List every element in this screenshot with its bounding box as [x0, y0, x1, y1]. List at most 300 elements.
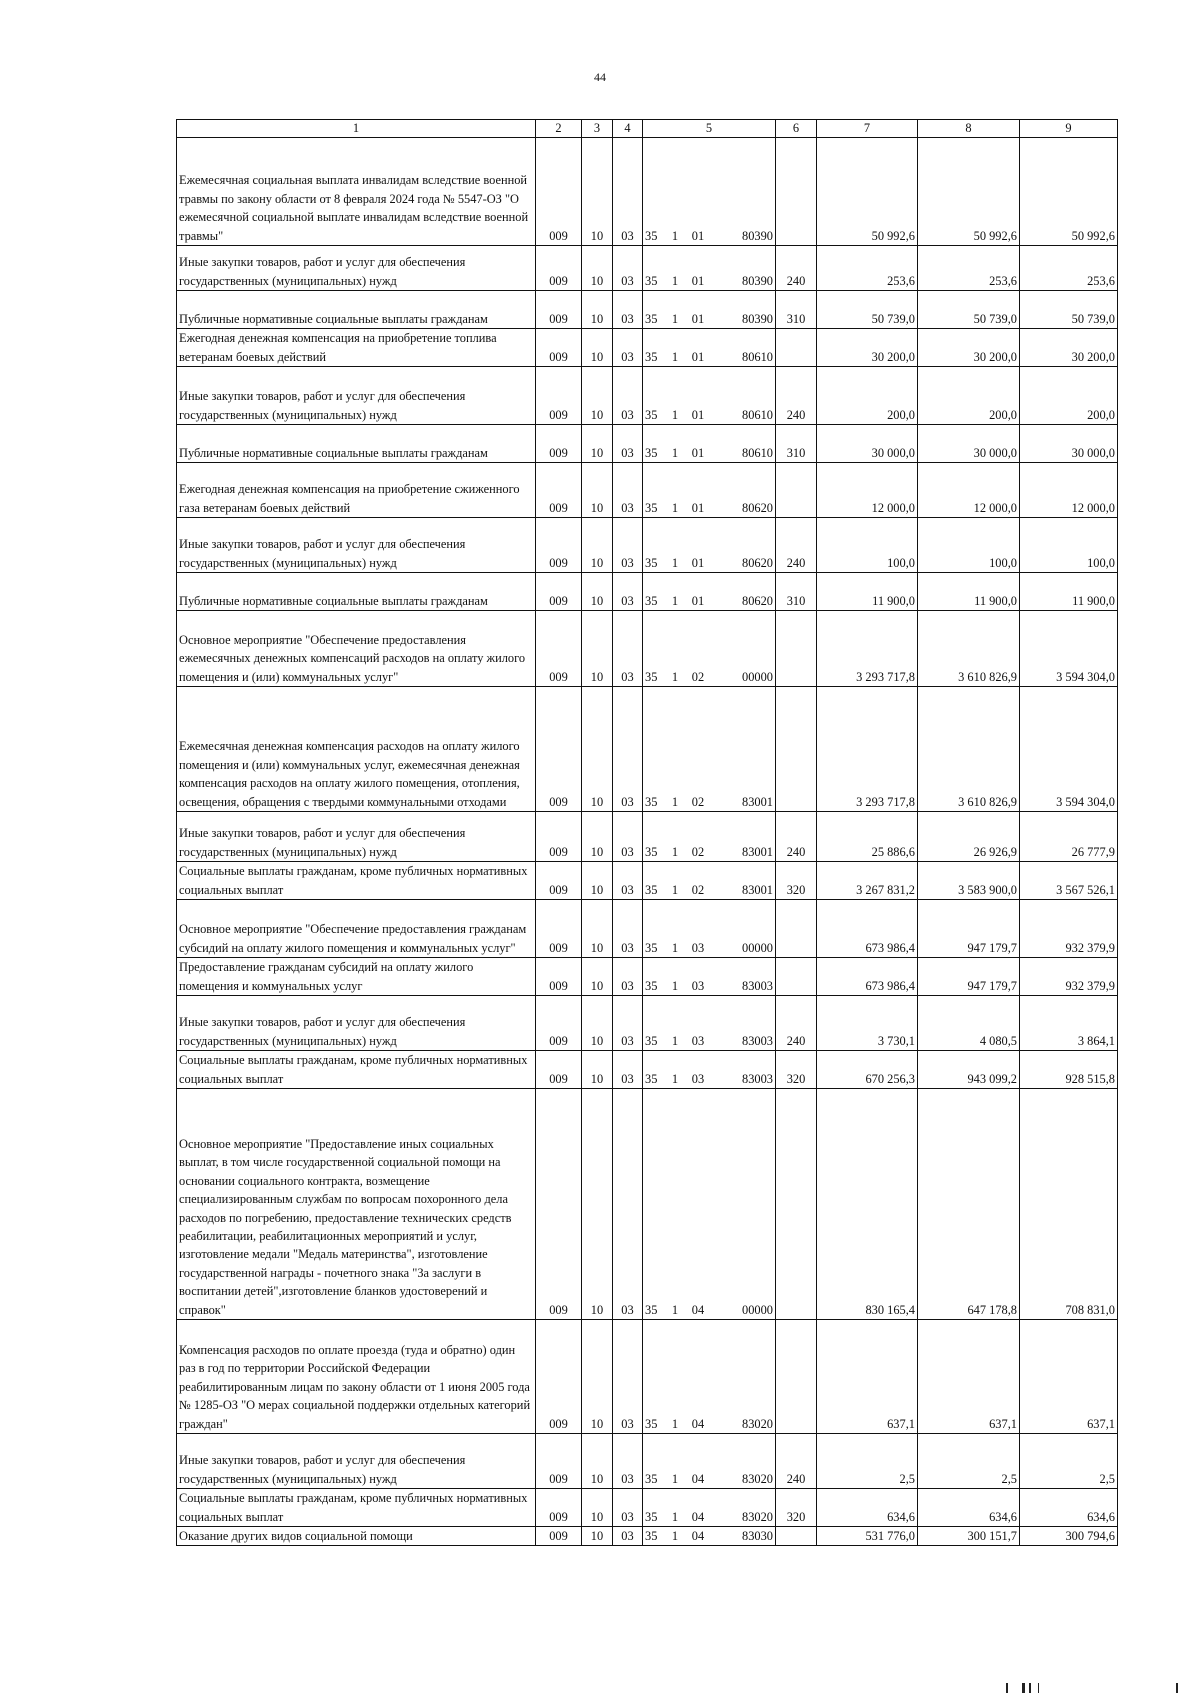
amount-col9-cell: 3 567 526,1 — [1020, 862, 1118, 900]
target-article-cell — [643, 573, 776, 611]
activity-code: 01 — [691, 311, 705, 326]
direction-code: 83001 — [742, 844, 773, 859]
direction-code: 80390 — [742, 311, 773, 326]
activity-code: 04 — [691, 1529, 705, 1543]
amount-col7-cell: 25 886,6 — [817, 812, 918, 862]
expense-type-cell — [776, 900, 817, 958]
direction-code: 83020 — [742, 1471, 773, 1486]
table-row — [177, 291, 1118, 329]
program-code: 35 — [645, 1416, 658, 1431]
table-row — [177, 1434, 1118, 1489]
target-article-cell — [643, 687, 776, 812]
subsection-code-cell: 03 — [613, 291, 643, 329]
direction-code: 83001 — [742, 882, 773, 897]
row-name-cell: Публичные нормативные социальные выплаты гражданам — [177, 291, 536, 329]
subprogram-code: 1 — [671, 844, 679, 859]
expense-type-cell — [776, 1320, 817, 1434]
amount-col8-cell: 3 610 826,9 — [918, 687, 1020, 812]
header-cell-2: 2 — [536, 120, 582, 138]
expense-type-cell — [776, 329, 817, 367]
subsection-code-cell: 03 — [613, 862, 643, 900]
amount-col9-cell: 30 000,0 — [1020, 425, 1118, 463]
admin-code-cell: 009 — [536, 1051, 582, 1089]
target-article-cell — [643, 862, 776, 900]
admin-code-cell: 009 — [536, 611, 582, 687]
amount-col8-cell: 12 000,0 — [918, 463, 1020, 518]
row-name-cell: Основное мероприятие "Обеспечение предоставления ежемесячных денежных компенсаций расходов на оплату жилого помещения и (или) коммунальных услуг" — [177, 611, 536, 687]
expense-type-cell: 240 — [776, 367, 817, 425]
amount-col9-cell: 50 992,6 — [1020, 138, 1118, 246]
amount-col8-cell: 947 179,7 — [918, 958, 1020, 996]
admin-code-cell: 009 — [536, 862, 582, 900]
target-article-cell — [643, 900, 776, 958]
amount-col8-cell: 200,0 — [918, 367, 1020, 425]
direction-code: 83003 — [742, 1071, 773, 1086]
amount-col7-cell: 12 000,0 — [817, 463, 918, 518]
target-article-cell — [643, 812, 776, 862]
expense-type-cell: 240 — [776, 246, 817, 291]
table-row — [177, 518, 1118, 573]
activity-code: 01 — [691, 407, 705, 422]
amount-col8-cell: 26 926,9 — [918, 812, 1020, 862]
subsection-code-cell: 03 — [613, 138, 643, 246]
admin-code-cell: 009 — [536, 463, 582, 518]
section-code-cell: 10 — [582, 425, 613, 463]
table-row — [177, 463, 1118, 518]
row-name-cell: Ежемесячная денежная компенсация расходов на оплату жилого помещения и (или) коммунальных услуг, ежемесячная денежная компенсация расходов на оплату жилого помещения, отопления, освещения, обращения с твердыми коммунальными отходами — [177, 687, 536, 812]
direction-code: 83003 — [742, 1033, 773, 1048]
admin-code-cell: 009 — [536, 367, 582, 425]
amount-col8-cell: 11 900,0 — [918, 573, 1020, 611]
expense-type-cell: 240 — [776, 518, 817, 573]
amount-col7-cell: 673 986,4 — [817, 958, 918, 996]
subprogram-code: 1 — [671, 1509, 679, 1524]
row-name-cell: Иные закупки товаров, работ и услуг для обеспечения государственных (муниципальных) нужд — [177, 518, 536, 573]
admin-code-cell: 009 — [536, 518, 582, 573]
amount-col8-cell: 647 178,8 — [918, 1089, 1020, 1320]
direction-code: 80620 — [742, 555, 773, 570]
table-row — [177, 138, 1118, 246]
activity-code: 02 — [691, 844, 705, 859]
direction-code: 83003 — [742, 978, 773, 993]
amount-col9-cell: 50 739,0 — [1020, 291, 1118, 329]
expense-type-cell — [776, 1527, 817, 1546]
amount-col8-cell: 100,0 — [918, 518, 1020, 573]
amount-col8-cell: 3 583 900,0 — [918, 862, 1020, 900]
subsection-code-cell: 03 — [613, 246, 643, 291]
expense-type-cell — [776, 687, 817, 812]
amount-col7-cell: 2,5 — [817, 1434, 918, 1489]
admin-code-cell: 009 — [536, 1434, 582, 1489]
activity-code: 04 — [691, 1471, 705, 1486]
row-name-cell: Социальные выплаты гражданам, кроме публичных нормативных социальных выплат — [177, 1489, 536, 1527]
section-code-cell: 10 — [582, 1434, 613, 1489]
subsection-code-cell: 03 — [613, 573, 643, 611]
amount-col9-cell: 637,1 — [1020, 1320, 1118, 1434]
program-code: 35 — [645, 228, 658, 243]
row-name-cell: Ежегодная денежная компенсация на приобретение топлива ветеранам боевых действий — [177, 329, 536, 367]
amount-col7-cell: 100,0 — [817, 518, 918, 573]
row-name-cell: Иные закупки товаров, работ и услуг для обеспечения государственных (муниципальных) нужд — [177, 996, 536, 1051]
row-name-cell: Ежегодная денежная компенсация на приобретение сжиженного газа ветеранам боевых действий — [177, 463, 536, 518]
target-article-cell — [643, 1089, 776, 1320]
subsection-code-cell: 03 — [613, 425, 643, 463]
target-article-cell — [643, 463, 776, 518]
row-name-cell: Компенсация расходов по оплате проезда (туда и обратно) один раз в год по территории Российской Федерации реабилитированным лицам по закону области от 1 июня 2005 года № 1285-ОЗ "О мерах социальной поддержки отдельных категорий граждан" — [177, 1320, 536, 1434]
expense-type-cell: 310 — [776, 573, 817, 611]
row-name-cell: Социальные выплаты гражданам, кроме публичных нормативных социальных выплат — [177, 862, 536, 900]
admin-code-cell: 009 — [536, 138, 582, 246]
subsection-code-cell: 03 — [613, 1051, 643, 1089]
program-code: 35 — [645, 349, 658, 364]
subsection-code-cell: 03 — [613, 1434, 643, 1489]
subsection-code-cell: 03 — [613, 1320, 643, 1434]
subsection-code-cell: 03 — [613, 518, 643, 573]
section-code-cell: 10 — [582, 518, 613, 573]
subprogram-code: 1 — [671, 311, 679, 326]
subprogram-code: 1 — [671, 228, 679, 243]
amount-col8-cell: 50 992,6 — [918, 138, 1020, 246]
amount-col9-cell: 932 379,9 — [1020, 958, 1118, 996]
subprogram-code: 1 — [671, 445, 679, 460]
activity-code: 04 — [691, 1302, 705, 1317]
table-row — [177, 367, 1118, 425]
subsection-code-cell: 03 — [613, 812, 643, 862]
activity-code: 01 — [691, 349, 705, 364]
admin-code-cell: 009 — [536, 996, 582, 1051]
target-article-cell — [643, 425, 776, 463]
amount-col8-cell: 2,5 — [918, 1434, 1020, 1489]
activity-code: 03 — [691, 940, 705, 955]
subprogram-code: 1 — [671, 978, 679, 993]
activity-code: 01 — [691, 555, 705, 570]
section-code-cell: 10 — [582, 291, 613, 329]
amount-col7-cell: 30 000,0 — [817, 425, 918, 463]
table-row — [177, 1320, 1118, 1434]
amount-col7-cell: 50 992,6 — [817, 138, 918, 246]
program-code: 35 — [645, 669, 658, 684]
row-name-cell: Иные закупки товаров, работ и услуг для обеспечения государственных (муниципальных) нужд — [177, 246, 536, 291]
header-cell-4: 4 — [613, 120, 643, 138]
expense-type-cell: 310 — [776, 425, 817, 463]
row-name-cell: Иные закупки товаров, работ и услуг для обеспечения государственных (муниципальных) нужд — [177, 367, 536, 425]
activity-code: 02 — [691, 882, 705, 897]
amount-col7-cell: 200,0 — [817, 367, 918, 425]
direction-code: 83030 — [742, 1529, 773, 1543]
program-code: 35 — [645, 1471, 658, 1486]
program-code: 35 — [645, 1529, 658, 1543]
expense-type-cell — [776, 958, 817, 996]
subprogram-code: 1 — [671, 1302, 679, 1317]
program-code: 35 — [645, 500, 658, 515]
subsection-code-cell: 03 — [613, 463, 643, 518]
row-name-cell: Иные закупки товаров, работ и услуг для обеспечения государственных (муниципальных) нужд — [177, 812, 536, 862]
section-code-cell: 10 — [582, 1489, 613, 1527]
amount-col7-cell: 11 900,0 — [817, 573, 918, 611]
admin-code-cell: 009 — [536, 958, 582, 996]
subsection-code-cell: 03 — [613, 958, 643, 996]
row-name-cell: Основное мероприятие "Предоставление иных социальных выплат, в том числе государственной социальной помощи на основании социального контракта, возмещение специализированным службам по вопросам похоронного дела расходов по погребению, предоставление технических средств реабилитации, реабилитационных мероприятий и услуг, изготовление медали "Медаль материнства", изготовление государственной награды - почетного знака "За заслуги в воспитании детей",изготовление бланков удостоверений и справок" — [177, 1089, 536, 1320]
amount-col8-cell: 637,1 — [918, 1320, 1020, 1434]
table-row — [177, 1051, 1118, 1089]
subsection-code-cell: 03 — [613, 611, 643, 687]
target-article-cell — [643, 246, 776, 291]
amount-col8-cell: 300 151,7 — [918, 1527, 1020, 1546]
budget-table — [176, 119, 1118, 1546]
table-row — [177, 687, 1118, 812]
direction-code: 83020 — [742, 1416, 773, 1431]
target-article-cell — [643, 1489, 776, 1527]
row-name-cell: Ежемесячная социальная выплата инвалидам вследствие военной травмы по закону области от 8 февраля 2024 года № 5547-ОЗ "О ежемесячной социальной выплате инвалидам вследствие военной травмы" — [177, 138, 536, 246]
amount-col7-cell: 253,6 — [817, 246, 918, 291]
activity-code: 01 — [691, 273, 705, 288]
program-code: 35 — [645, 555, 658, 570]
activity-code: 04 — [691, 1509, 705, 1524]
header-cell-6: 6 — [776, 120, 817, 138]
amount-col8-cell: 30 200,0 — [918, 329, 1020, 367]
table-row — [177, 812, 1118, 862]
program-code: 35 — [645, 1509, 658, 1524]
amount-col7-cell: 637,1 — [817, 1320, 918, 1434]
direction-code: 80610 — [742, 407, 773, 422]
target-article-cell — [643, 138, 776, 246]
admin-code-cell: 009 — [536, 329, 582, 367]
amount-col7-cell: 3 267 831,2 — [817, 862, 918, 900]
subsection-code-cell: 03 — [613, 367, 643, 425]
program-code: 35 — [645, 1071, 658, 1086]
amount-col7-cell: 3 293 717,8 — [817, 687, 918, 812]
expense-type-cell: 310 — [776, 291, 817, 329]
amount-col9-cell: 253,6 — [1020, 246, 1118, 291]
amount-col8-cell: 50 739,0 — [918, 291, 1020, 329]
section-code-cell: 10 — [582, 611, 613, 687]
amount-col9-cell: 3 594 304,0 — [1020, 611, 1118, 687]
subprogram-code: 1 — [671, 669, 679, 684]
target-article-cell — [643, 329, 776, 367]
activity-code: 02 — [691, 669, 705, 684]
section-code-cell: 10 — [582, 573, 613, 611]
amount-col9-cell: 932 379,9 — [1020, 900, 1118, 958]
amount-col9-cell: 708 831,0 — [1020, 1089, 1118, 1320]
direction-code: 83020 — [742, 1509, 773, 1524]
amount-col8-cell: 943 099,2 — [918, 1051, 1020, 1089]
direction-code: 00000 — [742, 669, 773, 684]
admin-code-cell: 009 — [536, 573, 582, 611]
section-code-cell: 10 — [582, 1527, 613, 1546]
section-code-cell: 10 — [582, 1320, 613, 1434]
section-code-cell: 10 — [582, 862, 613, 900]
expense-type-cell: 320 — [776, 1489, 817, 1527]
scan-mark — [1006, 1683, 1008, 1693]
amount-col9-cell: 100,0 — [1020, 518, 1118, 573]
amount-col7-cell: 830 165,4 — [817, 1089, 918, 1320]
subprogram-code: 1 — [671, 407, 679, 422]
program-code: 35 — [645, 1033, 658, 1048]
amount-col7-cell: 3 293 717,8 — [817, 611, 918, 687]
amount-col8-cell: 4 080,5 — [918, 996, 1020, 1051]
program-code: 35 — [645, 407, 658, 422]
amount-col9-cell: 3 594 304,0 — [1020, 687, 1118, 812]
table-row — [177, 862, 1118, 900]
header-cell-3: 3 — [582, 120, 613, 138]
admin-code-cell: 009 — [536, 1089, 582, 1320]
activity-code: 01 — [691, 228, 705, 243]
section-code-cell: 10 — [582, 246, 613, 291]
table-row — [177, 573, 1118, 611]
amount-col7-cell: 50 739,0 — [817, 291, 918, 329]
row-name-cell: Публичные нормативные социальные выплаты гражданам — [177, 425, 536, 463]
expense-type-cell — [776, 463, 817, 518]
admin-code-cell: 009 — [536, 1489, 582, 1527]
amount-col7-cell: 3 730,1 — [817, 996, 918, 1051]
table-row — [177, 1527, 1118, 1546]
activity-code: 03 — [691, 978, 705, 993]
subprogram-code: 1 — [671, 1471, 679, 1486]
amount-col9-cell: 3 864,1 — [1020, 996, 1118, 1051]
scan-mark — [1022, 1683, 1025, 1693]
program-code: 35 — [645, 978, 658, 993]
section-code-cell: 10 — [582, 1089, 613, 1320]
admin-code-cell: 009 — [536, 246, 582, 291]
table-row — [177, 1089, 1118, 1320]
expense-type-cell: 240 — [776, 1434, 817, 1489]
expense-type-cell — [776, 1089, 817, 1320]
table-header-row — [177, 120, 1118, 138]
section-code-cell: 10 — [582, 900, 613, 958]
section-code-cell: 10 — [582, 367, 613, 425]
amount-col8-cell: 634,6 — [918, 1489, 1020, 1527]
amount-col7-cell: 670 256,3 — [817, 1051, 918, 1089]
subsection-code-cell: 03 — [613, 329, 643, 367]
subsection-code-cell: 03 — [613, 687, 643, 812]
amount-col8-cell: 3 610 826,9 — [918, 611, 1020, 687]
subsection-code-cell: 03 — [613, 996, 643, 1051]
header-cell-9: 9 — [1020, 120, 1118, 138]
row-name-cell: Социальные выплаты гражданам, кроме публичных нормативных социальных выплат — [177, 1051, 536, 1089]
target-article-cell — [643, 1320, 776, 1434]
subprogram-code: 1 — [671, 1416, 679, 1431]
expense-type-cell: 240 — [776, 812, 817, 862]
admin-code-cell: 009 — [536, 687, 582, 812]
direction-code: 80610 — [742, 349, 773, 364]
program-code: 35 — [645, 593, 658, 608]
table-row — [177, 329, 1118, 367]
program-code: 35 — [645, 794, 658, 809]
section-code-cell: 10 — [582, 958, 613, 996]
target-article-cell — [643, 1434, 776, 1489]
subprogram-code: 1 — [671, 794, 679, 809]
admin-code-cell: 009 — [536, 425, 582, 463]
target-article-cell — [643, 1051, 776, 1089]
subprogram-code: 1 — [671, 593, 679, 608]
program-code: 35 — [645, 273, 658, 288]
table-row — [177, 900, 1118, 958]
expense-type-cell: 320 — [776, 1051, 817, 1089]
admin-code-cell: 009 — [536, 812, 582, 862]
expense-type-cell: 240 — [776, 996, 817, 1051]
activity-code: 01 — [691, 445, 705, 460]
header-cell-5: 5 — [643, 120, 776, 138]
subsection-code-cell: 03 — [613, 1089, 643, 1320]
expense-type-cell: 320 — [776, 862, 817, 900]
header-cell-7: 7 — [817, 120, 918, 138]
direction-code: 80390 — [742, 228, 773, 243]
table-body — [177, 120, 1118, 1546]
table-row — [177, 611, 1118, 687]
amount-col9-cell: 26 777,9 — [1020, 812, 1118, 862]
subprogram-code: 1 — [671, 882, 679, 897]
admin-code-cell: 009 — [536, 1320, 582, 1434]
row-name-cell: Основное мероприятие "Обеспечение предоставления гражданам субсидий на оплату жилого помещения и коммунальных услуг" — [177, 900, 536, 958]
target-article-cell — [643, 291, 776, 329]
admin-code-cell: 009 — [536, 900, 582, 958]
section-code-cell: 10 — [582, 687, 613, 812]
amount-col7-cell: 30 200,0 — [817, 329, 918, 367]
target-article-cell — [643, 996, 776, 1051]
subprogram-code: 1 — [671, 940, 679, 955]
direction-code: 83001 — [742, 794, 773, 809]
program-code: 35 — [645, 882, 658, 897]
amount-col9-cell: 200,0 — [1020, 367, 1118, 425]
admin-code-cell: 009 — [536, 291, 582, 329]
amount-col7-cell: 673 986,4 — [817, 900, 918, 958]
target-article-cell — [643, 518, 776, 573]
activity-code: 03 — [691, 1071, 705, 1086]
amount-col9-cell: 12 000,0 — [1020, 463, 1118, 518]
table-row — [177, 246, 1118, 291]
program-code: 35 — [645, 1302, 658, 1317]
admin-code-cell: 009 — [536, 1527, 582, 1546]
amount-col7-cell: 531 776,0 — [817, 1527, 918, 1546]
row-name-cell: Публичные нормативные социальные выплаты гражданам — [177, 573, 536, 611]
program-code: 35 — [645, 844, 658, 859]
scan-mark — [1176, 1683, 1178, 1693]
program-code: 35 — [645, 940, 658, 955]
amount-col7-cell: 634,6 — [817, 1489, 918, 1527]
amount-col9-cell: 30 200,0 — [1020, 329, 1118, 367]
section-code-cell: 10 — [582, 812, 613, 862]
activity-code: 02 — [691, 794, 705, 809]
direction-code: 80620 — [742, 593, 773, 608]
activity-code: 01 — [691, 593, 705, 608]
target-article-cell — [643, 611, 776, 687]
direction-code: 80620 — [742, 500, 773, 515]
amount-col9-cell: 928 515,8 — [1020, 1051, 1118, 1089]
amount-col9-cell: 11 900,0 — [1020, 573, 1118, 611]
target-article-cell — [643, 958, 776, 996]
target-article-cell — [643, 367, 776, 425]
section-code-cell: 10 — [582, 1051, 613, 1089]
activity-code: 04 — [691, 1416, 705, 1431]
table-row — [177, 1489, 1118, 1527]
table-row — [177, 996, 1118, 1051]
subprogram-code: 1 — [671, 1071, 679, 1086]
subprogram-code: 1 — [671, 273, 679, 288]
section-code-cell: 10 — [582, 329, 613, 367]
subsection-code-cell: 03 — [613, 1527, 643, 1546]
table-row — [177, 958, 1118, 996]
subprogram-code: 1 — [671, 349, 679, 364]
program-code: 35 — [645, 445, 658, 460]
page-number: 44 — [594, 70, 606, 84]
subprogram-code: 1 — [671, 500, 679, 515]
target-article-cell — [643, 1527, 776, 1546]
scan-mark — [1038, 1683, 1039, 1693]
section-code-cell: 10 — [582, 996, 613, 1051]
amount-col8-cell: 30 000,0 — [918, 425, 1020, 463]
amount-col9-cell: 300 794,6 — [1020, 1527, 1118, 1546]
subprogram-code: 1 — [671, 1033, 679, 1048]
